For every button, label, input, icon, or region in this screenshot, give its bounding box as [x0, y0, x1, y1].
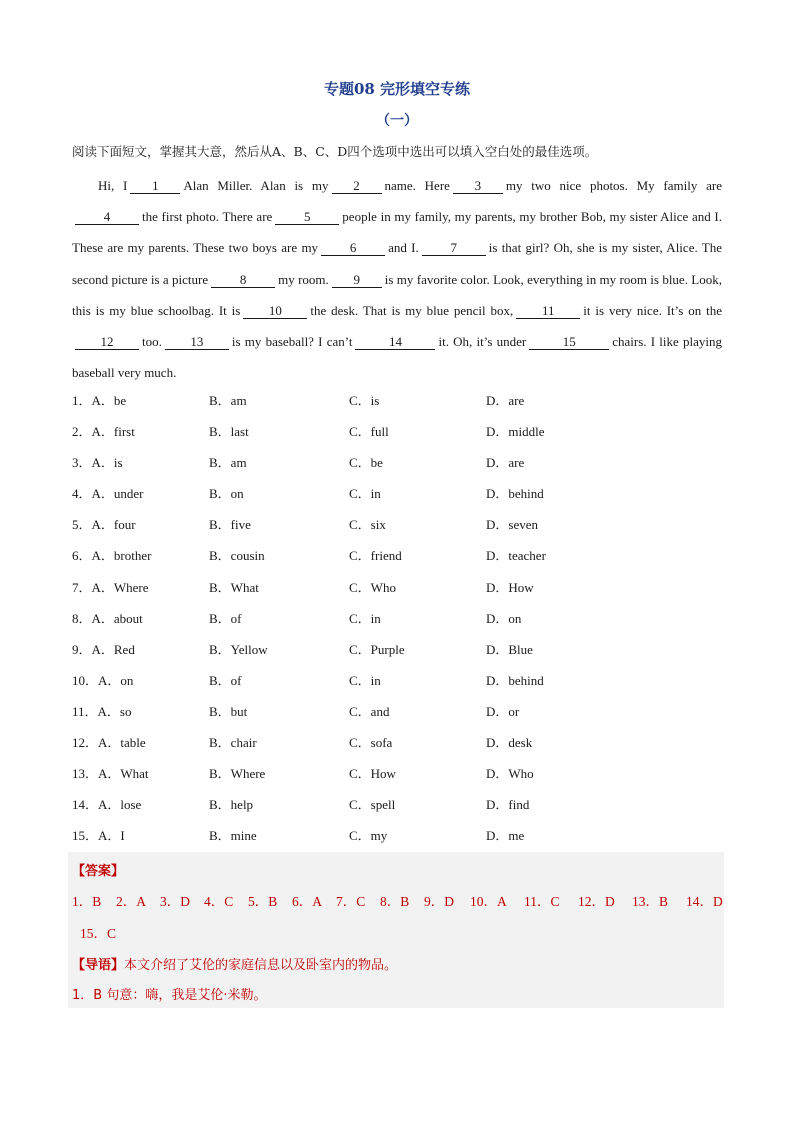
option-c: C．Who [349, 579, 396, 595]
option-row [72, 421, 732, 452]
option-d: D．Blue [486, 641, 533, 657]
passage-text: name. Here [384, 178, 450, 193]
passage-text: too. [142, 334, 162, 350]
option-b: B．of [209, 672, 242, 688]
option-a: 5．A．four [72, 517, 136, 533]
option-row [72, 577, 732, 608]
passage-text: chairs. I like playing baseball very much. [72, 334, 722, 381]
option-d: D．find [486, 797, 530, 813]
option-row [72, 390, 732, 421]
option-a: 1．A．be [72, 393, 127, 408]
blank-5: 5 [275, 209, 339, 225]
answer-item: 3．D [160, 894, 190, 909]
answer-item: 12．D [578, 894, 615, 909]
answer-item: 2．A [116, 894, 146, 909]
option-d: D．middle [486, 424, 545, 440]
option-b: B．help [209, 797, 254, 813]
option-b: B．am [209, 393, 247, 408]
option-c: C．full [349, 424, 389, 440]
answer-item: 4．C [204, 894, 234, 909]
option-b: B．Where [209, 766, 266, 782]
section-subtitle: （一） [376, 113, 418, 129]
passage-text: Alan Miller. Alan is my [183, 178, 329, 193]
answer-item: 10．A [470, 894, 507, 909]
blank-8: 8 [211, 272, 275, 288]
option-a: 11．A．so [72, 703, 132, 719]
answer-item: 6．A [292, 894, 322, 909]
option-b: B．mine [209, 828, 257, 844]
option-d: D．How [486, 579, 534, 595]
option-b: B．of [209, 610, 242, 626]
option-a: 14．A．lose [72, 797, 142, 813]
guide-text: 本文介绍了艾伦的家庭信息以及卧室内的物品。 [124, 958, 398, 973]
option-b: B．What [209, 579, 259, 595]
option-d: D．behind [486, 672, 544, 688]
option-b: B．five [209, 517, 251, 533]
answer-item: 11．C [524, 894, 560, 909]
option-row [72, 514, 732, 545]
option-d: D．desk [486, 735, 533, 751]
blank-1: 1 [130, 178, 180, 194]
option-c: C．in [349, 672, 381, 688]
guide-line [72, 954, 732, 973]
answer-item: 15．C [80, 926, 117, 941]
option-c: C．six [349, 517, 386, 533]
option-row [72, 608, 732, 639]
passage-text: people in my family, my parents, my brother Bob, my sister Alice and I. These are my parents. These two boys are my [72, 209, 722, 256]
option-b: B．chair [209, 735, 257, 751]
blank-15: 15 [529, 334, 609, 350]
option-c: C．How [349, 766, 396, 782]
option-c: C．be [349, 455, 383, 471]
option-c: C．friend [349, 548, 402, 564]
option-c: C．Purple [349, 641, 405, 657]
blank-9: 9 [332, 272, 382, 288]
blank-2: 2 [332, 178, 382, 194]
answer-item: 8．B [380, 894, 410, 909]
answer-item: 9．D [424, 894, 454, 909]
explanation-line: 1．B 句意：嗨，我是艾伦·米勒。 [72, 988, 267, 1003]
passage-text: is my favorite color. Look, everything in my room is blue. Look, this is my blue schoolbag. It is [72, 271, 722, 318]
option-row [72, 701, 732, 732]
option-row [72, 794, 732, 825]
passage-text: it. Oh, it’s under [438, 334, 527, 350]
option-b: B．last [209, 424, 249, 440]
passage-text: the first photo. There are [142, 209, 273, 225]
blank-11: 11 [516, 303, 580, 319]
option-a: 2．A．first [72, 424, 135, 440]
option-b: B．am [209, 455, 247, 471]
option-a: 9．A．Red [72, 641, 135, 657]
answer-item: 7．C [336, 894, 366, 909]
option-a: 3．A．is [72, 455, 123, 471]
option-c: C．in [349, 610, 381, 626]
blank-14: 14 [355, 334, 435, 350]
option-d: D．me [486, 828, 525, 844]
option-c: C．spell [349, 797, 396, 813]
blank-6: 6 [321, 240, 385, 256]
option-a: 8．A．about [72, 610, 143, 626]
passage-text: my two nice photos. My family are [505, 178, 722, 193]
answer-item: 14．D [686, 894, 723, 909]
option-d: D．teacher [486, 548, 546, 564]
blank-7: 7 [422, 240, 486, 256]
option-c: C．sofa [349, 735, 393, 751]
option-a: 10．A．on [72, 672, 134, 688]
options-list [72, 390, 732, 856]
passage-text: is that girl? Oh, she is my sister, Alice. The second picture is a picture [72, 240, 722, 287]
blank-12: 12 [75, 334, 139, 350]
option-d: D．Who [486, 766, 534, 782]
option-b: B．but [209, 703, 248, 719]
option-d: D．are [486, 393, 525, 408]
option-a: 15．A．I [72, 828, 125, 844]
option-b: B．cousin [209, 548, 265, 564]
option-a: 13．A．What [72, 766, 149, 782]
answer-label: 【答案】 [72, 864, 125, 879]
option-a: 6．A．brother [72, 548, 152, 564]
passage-text: is my baseball? I can’t [231, 334, 353, 350]
option-c: C．my [349, 828, 388, 844]
option-row [72, 452, 732, 483]
page-title: 专题08 完形填空专练 [323, 80, 471, 98]
cloze-passage [72, 170, 722, 388]
passage-text: and I. [388, 240, 419, 256]
blank-10: 10 [243, 303, 307, 319]
option-c: C．is [349, 393, 380, 408]
passage-text: it is very nice. It’s on the [583, 302, 722, 318]
option-b: B．on [209, 486, 244, 502]
option-a: 12．A．table [72, 735, 146, 751]
passage-text: my room. [278, 271, 329, 287]
option-row [72, 545, 732, 576]
option-row [72, 483, 732, 514]
option-a: 7．A．Where [72, 579, 149, 595]
blank-3: 3 [453, 178, 503, 194]
option-row [72, 732, 732, 763]
option-row [72, 639, 732, 670]
answer-item: 13．B [632, 894, 669, 909]
blank-13: 13 [165, 334, 229, 350]
guide-label: 【导语】 [72, 958, 125, 973]
option-row [72, 763, 732, 794]
option-row [72, 670, 732, 701]
option-a: 4．A．under [72, 486, 144, 502]
option-d: D．seven [486, 517, 538, 533]
option-d: D．behind [486, 486, 544, 502]
passage-text: the desk. That is my blue pencil box, [310, 302, 514, 318]
option-d: D．are [486, 455, 525, 471]
answer-item: 1．B [72, 894, 102, 909]
passage-text: Hi, I [98, 178, 128, 193]
option-d: D．on [486, 610, 522, 626]
option-b: B．Yellow [209, 641, 268, 657]
option-c: C．in [349, 486, 381, 502]
option-c: C．and [349, 703, 390, 719]
instruction-text: 阅读下面短文，掌握其大意，然后从A、B、C、D四个选项中选出可以填入空白处的最佳选项。 [72, 144, 598, 159]
answer-item: 5．B [248, 894, 278, 909]
option-d: D．or [486, 703, 520, 719]
blank-4: 4 [75, 209, 139, 225]
